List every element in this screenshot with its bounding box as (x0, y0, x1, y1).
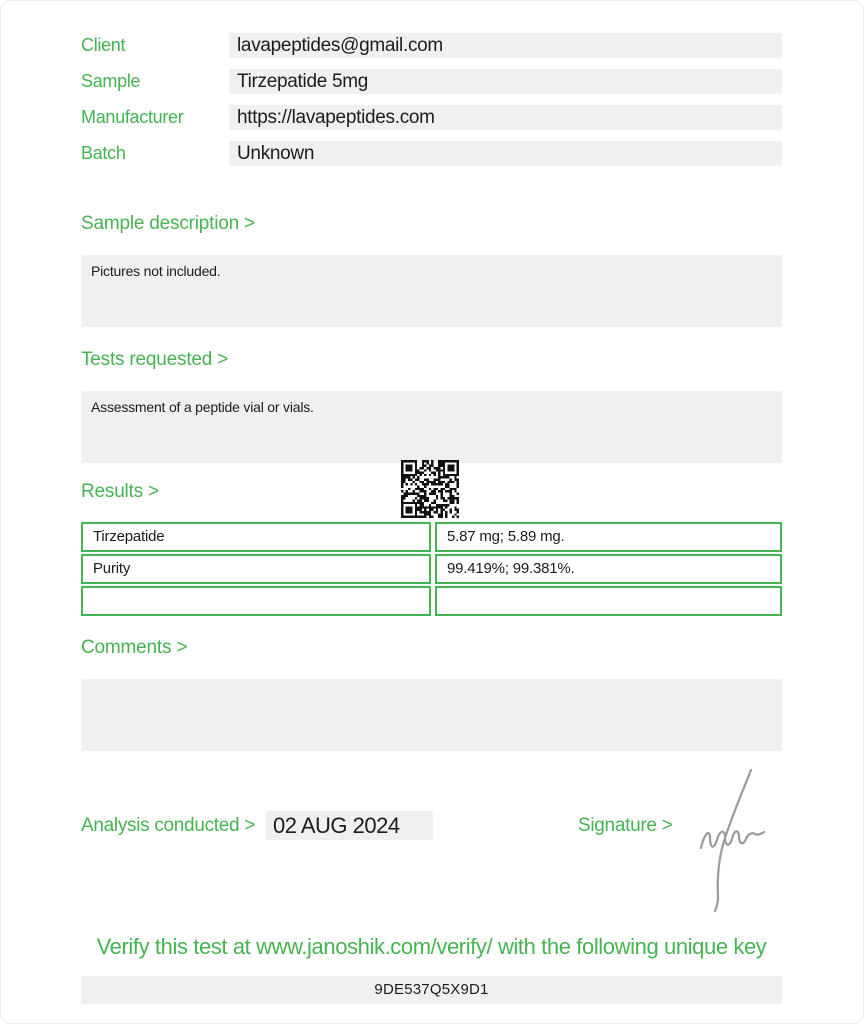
sample-description-heading: Sample description > (81, 213, 255, 234)
sample-label: Sample (81, 71, 141, 91)
batch-value: Unknown (229, 141, 782, 166)
comments-heading: Comments > (81, 637, 188, 658)
analysis-date: 02 AUG 2024 (266, 811, 433, 840)
batch-label: Batch (81, 143, 126, 163)
signature-scribble (691, 764, 771, 914)
manufacturer-value: https://lavapeptides.com (229, 105, 782, 130)
qr-code (401, 460, 459, 518)
table-row (81, 554, 782, 584)
tests-requested-heading: Tests requested > (81, 349, 229, 370)
sample-value: Tirzepatide 5mg (229, 69, 782, 94)
client-value: lavapeptides@gmail.com (229, 33, 782, 58)
result-value: 99.419%; 99.381%. (435, 554, 782, 584)
sample-description-box: Pictures not included. (81, 255, 782, 327)
result-name: Tirzepatide (81, 522, 431, 552)
result-value (435, 586, 782, 616)
analysis-conducted-label: Analysis conducted > (81, 815, 256, 836)
results-heading: Results > (81, 481, 159, 502)
tests-requested-box: Assessment of a peptide vial or vials. (81, 391, 782, 463)
comments-box (81, 679, 782, 751)
results-table (81, 522, 782, 616)
signature-label: Signature > (578, 815, 673, 836)
client-label: Client (81, 35, 126, 55)
result-name: Purity (81, 554, 431, 584)
verify-instructions: Verify this test at www.janoshik.com/verify/ with the following unique key (96, 934, 767, 959)
result-value: 5.87 mg; 5.89 mg. (435, 522, 782, 552)
table-row (81, 586, 782, 616)
unique-key: 9DE537Q5X9D1 (81, 976, 782, 1004)
table-row (81, 522, 782, 552)
manufacturer-label: Manufacturer (81, 107, 184, 127)
result-name (81, 586, 431, 616)
